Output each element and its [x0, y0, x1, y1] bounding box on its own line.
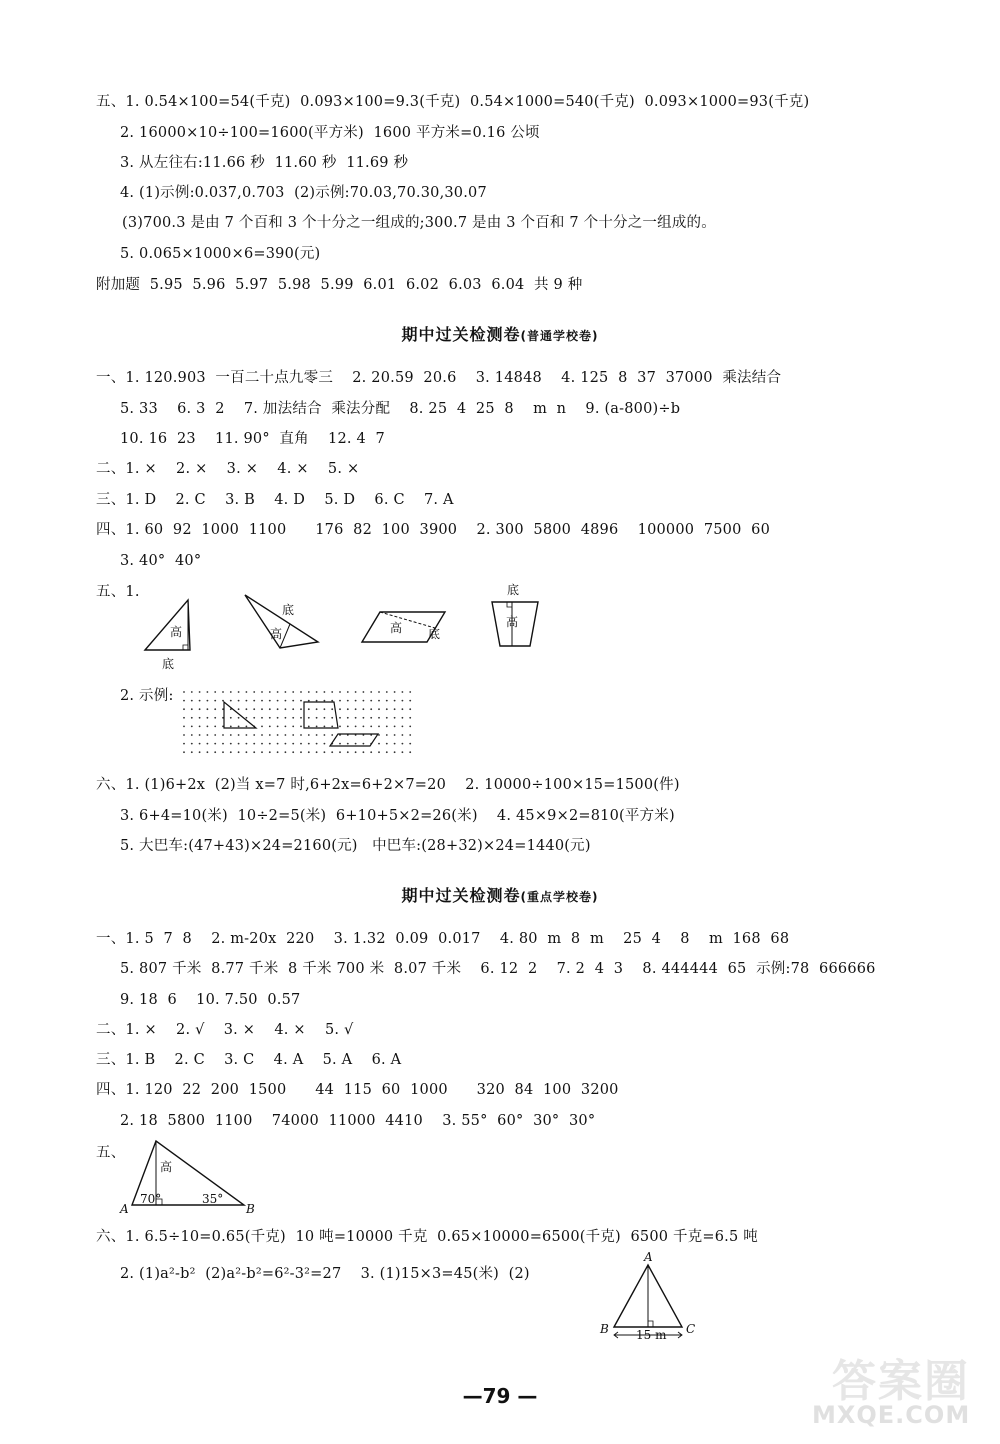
vertex-label: C [686, 1322, 696, 1336]
grid-dot [370, 726, 372, 728]
grid-dot [261, 751, 263, 753]
grid-dot [269, 717, 271, 719]
grid-dot [308, 734, 310, 736]
grid-dot [214, 734, 216, 736]
grid-dot [331, 751, 333, 753]
grid-dot [339, 691, 341, 693]
dot-grid-figure [180, 688, 412, 758]
grid-dot [214, 691, 216, 693]
height-label: 高 [170, 625, 183, 639]
grid-dot [199, 734, 201, 736]
grid-dot [409, 751, 411, 753]
vertex-label: A [120, 1202, 129, 1216]
grid-dot [269, 751, 271, 753]
grid-dot [363, 751, 365, 753]
grid-dot [409, 700, 411, 702]
grid-dot [277, 708, 279, 710]
grid-dot [191, 700, 193, 702]
grid-dot [394, 751, 396, 753]
vertex-label: A [644, 1250, 653, 1264]
answer-line: (3)700.3 是由 7 个百和 3 个十分之一组成的;300.7 是由 3 个百和 7 个十分之一组成的。 [122, 215, 716, 231]
grid-dot [238, 734, 240, 736]
grid-dot [246, 734, 248, 736]
grid-dot [324, 726, 326, 728]
grid-dot [316, 726, 318, 728]
base-label: 底 [507, 583, 520, 597]
grid-dot [207, 691, 209, 693]
grid-dot [261, 734, 263, 736]
grid-dot [324, 717, 326, 719]
grid-dot [261, 743, 263, 745]
grid-dot [277, 726, 279, 728]
angle-label: 35° [202, 1192, 224, 1206]
grid-dot [363, 691, 365, 693]
grid-dot [214, 751, 216, 753]
grid-dot [277, 700, 279, 702]
grid-dot [308, 751, 310, 753]
grid-dot [339, 708, 341, 710]
height-label: 高 [270, 627, 283, 641]
grid-dot [207, 726, 209, 728]
grid-dot [214, 700, 216, 702]
grid-dot [386, 734, 388, 736]
grid-dot [347, 726, 349, 728]
grid-dot [347, 717, 349, 719]
answer-line: 3. 40° 40° [120, 553, 202, 569]
grid-dot [324, 751, 326, 753]
bonus-line: 附加题 5.95 5.96 5.97 5.98 5.99 6.01 6.02 6.03 6.04 共 9 种 [96, 277, 583, 293]
grid-dot [316, 743, 318, 745]
grid-dot [378, 751, 380, 753]
grid-dot [409, 691, 411, 693]
grid-dot [300, 743, 302, 745]
grid-dot [316, 734, 318, 736]
length-label: 15 m [636, 1328, 667, 1342]
grid-dot [300, 717, 302, 719]
grid-dot [199, 751, 201, 753]
grid-dot [402, 700, 404, 702]
grid-dot [292, 717, 294, 719]
grid-dot [269, 726, 271, 728]
grid-dot [183, 700, 185, 702]
grid-dot [386, 751, 388, 753]
grid-dot [394, 708, 396, 710]
height-figures [130, 580, 520, 675]
answer-line: 二、1. × 2. × 3. × 4. × 5. × [96, 461, 360, 477]
vertex-label: B [246, 1202, 255, 1216]
grid-dot [222, 734, 224, 736]
grid-dot [355, 743, 357, 745]
grid-dot [308, 743, 310, 745]
grid-dot [214, 726, 216, 728]
grid-dot [402, 717, 404, 719]
grid-dot [246, 726, 248, 728]
grid-dot [355, 700, 357, 702]
grid-dot [308, 717, 310, 719]
grid-dot [261, 700, 263, 702]
grid-dot [199, 743, 201, 745]
grid-dot [316, 708, 318, 710]
answer-line: 六、1. 6.5÷10=0.65(千克) 10 吨=10000 千克 0.65×10000=6500(千克) 6500 千克=6.5 吨 [96, 1229, 758, 1245]
grid-dot [300, 734, 302, 736]
page-number: —79 — [462, 1384, 538, 1408]
grid-dot [253, 708, 255, 710]
grid-dot [285, 691, 287, 693]
grid-dot [261, 691, 263, 693]
grid-dot [355, 717, 357, 719]
grid-dot [285, 708, 287, 710]
grid-dot [199, 726, 201, 728]
grid-dot [402, 708, 404, 710]
grid-dot [402, 751, 404, 753]
height-label: 高 [506, 615, 519, 629]
grid-dot [363, 726, 365, 728]
grid-dot [199, 700, 201, 702]
grid-dot [253, 700, 255, 702]
base-label: 底 [162, 657, 175, 671]
grid-dot [300, 751, 302, 753]
answer-line: 9. 18 6 10. 7.50 0.57 [120, 992, 301, 1008]
grid-dot [222, 743, 224, 745]
grid-dot [308, 726, 310, 728]
grid-dot [191, 726, 193, 728]
grid-dot [386, 708, 388, 710]
grid-dot [308, 691, 310, 693]
vertex-label: B [600, 1322, 609, 1336]
grid-dot [183, 734, 185, 736]
grid-dot [409, 726, 411, 728]
grid-dot [269, 700, 271, 702]
grid-dot [269, 708, 271, 710]
grid-dot [261, 708, 263, 710]
grid-dot [331, 734, 333, 736]
grid-dot [324, 734, 326, 736]
height-label: 高 [160, 1160, 173, 1174]
answer-line: 2. 18 5800 1100 74000 11000 4410 3. 55° 60° 30° 30° [120, 1113, 596, 1129]
grid-dot [402, 691, 404, 693]
grid-dot [347, 743, 349, 745]
watermark-url: MXQE.COM [812, 1401, 971, 1429]
grid-dot [386, 743, 388, 745]
answer-line: 六、1. (1)6+2x (2)当 x=7 时,6+2x=6+2×7=20 2. 10000÷100×15=1500(件) [96, 777, 680, 793]
angle-triangle-figure [118, 1135, 268, 1215]
base-label: 底 [282, 603, 295, 617]
grid-dot [347, 691, 349, 693]
grid-dot [300, 691, 302, 693]
grid-dot [331, 691, 333, 693]
grid-dot [230, 691, 232, 693]
grid-dot [238, 708, 240, 710]
section-title: 期中过关检测卷(普通学校卷) [401, 325, 599, 344]
answer-line: 4. (1)示例:0.037,0.703 (2)示例:70.03,70.30,30.07 [120, 185, 487, 201]
answer-line: 一、1. 120.903 一百二十点九零三 2. 20.59 20.6 3. 14848 4. 125 8 37 37000 乘法结合 [96, 370, 782, 386]
grid-dot [394, 691, 396, 693]
grid-dot [285, 700, 287, 702]
grid-dot [246, 700, 248, 702]
grid-dot [378, 708, 380, 710]
grid-dot [355, 726, 357, 728]
grid-dot [339, 743, 341, 745]
grid-dot [238, 726, 240, 728]
grid-dot [246, 743, 248, 745]
grid-dot [285, 717, 287, 719]
grid-dot [253, 743, 255, 745]
grid-dot [183, 708, 185, 710]
grid-dot [222, 751, 224, 753]
grid-dot [191, 751, 193, 753]
grid-dot [277, 691, 279, 693]
answer-line: 四、1. 120 22 200 1500 44 115 60 1000 320 84 100 3200 [96, 1082, 619, 1098]
answer-line: 5. 大巴车:(47+43)×24=2160(元) 中巴车:(28+32)×24=1440(元) [120, 838, 591, 854]
grid-dot [277, 734, 279, 736]
grid-dot [246, 708, 248, 710]
grid-dot [300, 708, 302, 710]
grid-dot [292, 726, 294, 728]
grid-dot [199, 691, 201, 693]
triangle-figure [224, 702, 256, 728]
grid-dot [292, 708, 294, 710]
height-label: 高 [390, 621, 403, 635]
grid-dot [316, 700, 318, 702]
base-label: 底 [428, 627, 441, 641]
grid-dot [370, 751, 372, 753]
grid-dot [386, 726, 388, 728]
answer-line: 五、1. 0.54×100=54(千克) 0.093×100=9.3(千克) 0.54×1000=540(千克) 0.093×1000=93(千克) [96, 94, 810, 110]
grid-dot [409, 743, 411, 745]
grid-dot [214, 717, 216, 719]
grid-dot [214, 708, 216, 710]
grid-dot [199, 717, 201, 719]
grid-dot [269, 691, 271, 693]
grid-dot [378, 700, 380, 702]
grid-dot [261, 726, 263, 728]
grid-dot [183, 726, 185, 728]
grid-dot [331, 726, 333, 728]
grid-dot [316, 751, 318, 753]
grid-dot [285, 734, 287, 736]
grid-dot [316, 717, 318, 719]
grid-dot [261, 717, 263, 719]
answer-line: 五、1. [96, 584, 140, 600]
grid-dot [207, 700, 209, 702]
answer-line: 10. 16 23 11. 90° 直角 12. 4 7 [120, 431, 385, 447]
grid-dot [378, 691, 380, 693]
grid-dot [191, 717, 193, 719]
grid-dot [300, 726, 302, 728]
grid-dot [370, 700, 372, 702]
grid-dot [386, 717, 388, 719]
grid-dot [324, 691, 326, 693]
grid-dot [183, 691, 185, 693]
grid-dot [378, 743, 380, 745]
answer-line: 3. 6+4=10(米) 10÷2=5(米) 6+10+5×2=26(米) 4. 45×9×2=810(平方米) [120, 808, 675, 824]
section-title: 期中过关检测卷(重点学校卷) [401, 886, 599, 905]
grid-dot [207, 717, 209, 719]
grid-dot [183, 751, 185, 753]
grid-dot [394, 717, 396, 719]
grid-dot [292, 734, 294, 736]
grid-dot [347, 708, 349, 710]
angle-label: 70° [140, 1192, 162, 1206]
grid-dot [324, 708, 326, 710]
grid-dot [409, 717, 411, 719]
grid-dot [253, 751, 255, 753]
grid-dot [331, 700, 333, 702]
grid-dot [394, 726, 396, 728]
watermark-logo [812, 1345, 992, 1435]
grid-dot [183, 717, 185, 719]
grid-dot [347, 700, 349, 702]
grid-dot [363, 743, 365, 745]
grid-dot [370, 717, 372, 719]
grid-dot [285, 743, 287, 745]
grid-dot [207, 743, 209, 745]
answer-line: 2. (1)a²-b² (2)a²-b²=6²-3²=27 3. (1)15×3=45(米) (2) [120, 1266, 530, 1282]
grid-dot [277, 743, 279, 745]
grid-dot [191, 708, 193, 710]
grid-dot [269, 743, 271, 745]
grid-dot [246, 691, 248, 693]
grid-dot [230, 717, 232, 719]
answer-line: 四、1. 60 92 1000 1100 176 82 100 3900 2. 300 5800 4896 100000 7500 60 [96, 522, 770, 538]
grid-dot [386, 691, 388, 693]
watermark-text: 答案圈 [832, 1356, 970, 1407]
grid-dot [285, 726, 287, 728]
grid-dot [394, 700, 396, 702]
answer-line: 5. 0.065×1000×6=390(元) [120, 246, 321, 262]
grid-dot [191, 743, 193, 745]
grid-dot [402, 734, 404, 736]
answer-line: 5. 33 6. 3 2 7. 加法结合 乘法分配 8. 25 4 25 8 m n 9. (a-800)÷b [120, 401, 681, 417]
grid-dot [285, 751, 287, 753]
grid-dot [183, 743, 185, 745]
grid-dot [402, 743, 404, 745]
grid-dot [331, 717, 333, 719]
grid-dot [246, 751, 248, 753]
grid-dot [230, 743, 232, 745]
grid-dot [191, 691, 193, 693]
grid-dot [363, 700, 365, 702]
answer-line: 五、 [96, 1145, 126, 1161]
grid-dot [246, 717, 248, 719]
grid-dot [238, 717, 240, 719]
grid-dot [363, 708, 365, 710]
answer-line: 三、1. B 2. C 3. C 4. A 5. A 6. A [96, 1052, 402, 1068]
answer-line: 二、1. × 2. √ 3. × 4. × 5. √ [96, 1022, 354, 1038]
grid-dot [238, 700, 240, 702]
grid-dot [378, 726, 380, 728]
grid-dot [238, 751, 240, 753]
answer-line: 2. 16000×10÷100=1600(平方米) 1600 平方米=0.16 公顷 [120, 125, 540, 141]
grid-dot [253, 691, 255, 693]
grid-dot [339, 751, 341, 753]
example-label: 2. 示例: [120, 688, 174, 704]
grid-dot [339, 717, 341, 719]
grid-dot [230, 751, 232, 753]
trapezoid-figure [304, 702, 338, 728]
grid-dot [394, 734, 396, 736]
grid-dot [292, 700, 294, 702]
grid-dot [378, 717, 380, 719]
grid-dot [394, 743, 396, 745]
grid-dot [277, 751, 279, 753]
grid-dot [355, 751, 357, 753]
grid-dot [253, 734, 255, 736]
grid-dot [331, 708, 333, 710]
answer-line: 一、1. 5 7 8 2. m-20x 220 3. 1.32 0.09 0.017 4. 80 m 8 m 25 4 8 m 168 68 [96, 931, 790, 947]
grid-dot [238, 743, 240, 745]
answer-line: 5. 807 千米 8.77 千米 8 千米 700 米 8.07 千米 6. 12 2 7. 2 4 3 8. 444444 65 示例:78 666666 [120, 961, 876, 977]
grid-dot [370, 691, 372, 693]
grid-dot [292, 751, 294, 753]
grid-dot [363, 717, 365, 719]
grid-dot [230, 734, 232, 736]
grid-dot [316, 691, 318, 693]
grid-dot [347, 751, 349, 753]
grid-dot [238, 691, 240, 693]
grid-dot [207, 751, 209, 753]
triangle-figure [145, 600, 190, 650]
grid-dot [324, 743, 326, 745]
grid-dot [230, 726, 232, 728]
isosceles-triangle-figure [596, 1250, 706, 1350]
answer-line: 3. 从左往右:11.66 秒 11.60 秒 11.69 秒 [120, 155, 409, 171]
grid-dot [199, 708, 201, 710]
grid-dot [214, 743, 216, 745]
grid-dot [222, 691, 224, 693]
grid-dot [292, 691, 294, 693]
grid-dot [253, 717, 255, 719]
grid-dot [370, 708, 372, 710]
grid-dot [355, 708, 357, 710]
answer-line: 三、1. D 2. C 3. B 4. D 5. D 6. C 7. A [96, 492, 454, 508]
grid-dot [277, 717, 279, 719]
grid-dot [402, 726, 404, 728]
grid-dot [386, 700, 388, 702]
grid-dot [191, 734, 193, 736]
grid-dot [300, 700, 302, 702]
grid-dot [308, 708, 310, 710]
grid-dot [207, 734, 209, 736]
grid-dot [355, 691, 357, 693]
grid-dot [308, 700, 310, 702]
grid-dot [339, 700, 341, 702]
grid-dot [207, 708, 209, 710]
grid-dot [292, 743, 294, 745]
grid-dot [269, 734, 271, 736]
grid-dot [230, 700, 232, 702]
grid-dot [409, 708, 411, 710]
grid-dot [339, 726, 341, 728]
grid-dot [409, 734, 411, 736]
grid-dot [324, 700, 326, 702]
